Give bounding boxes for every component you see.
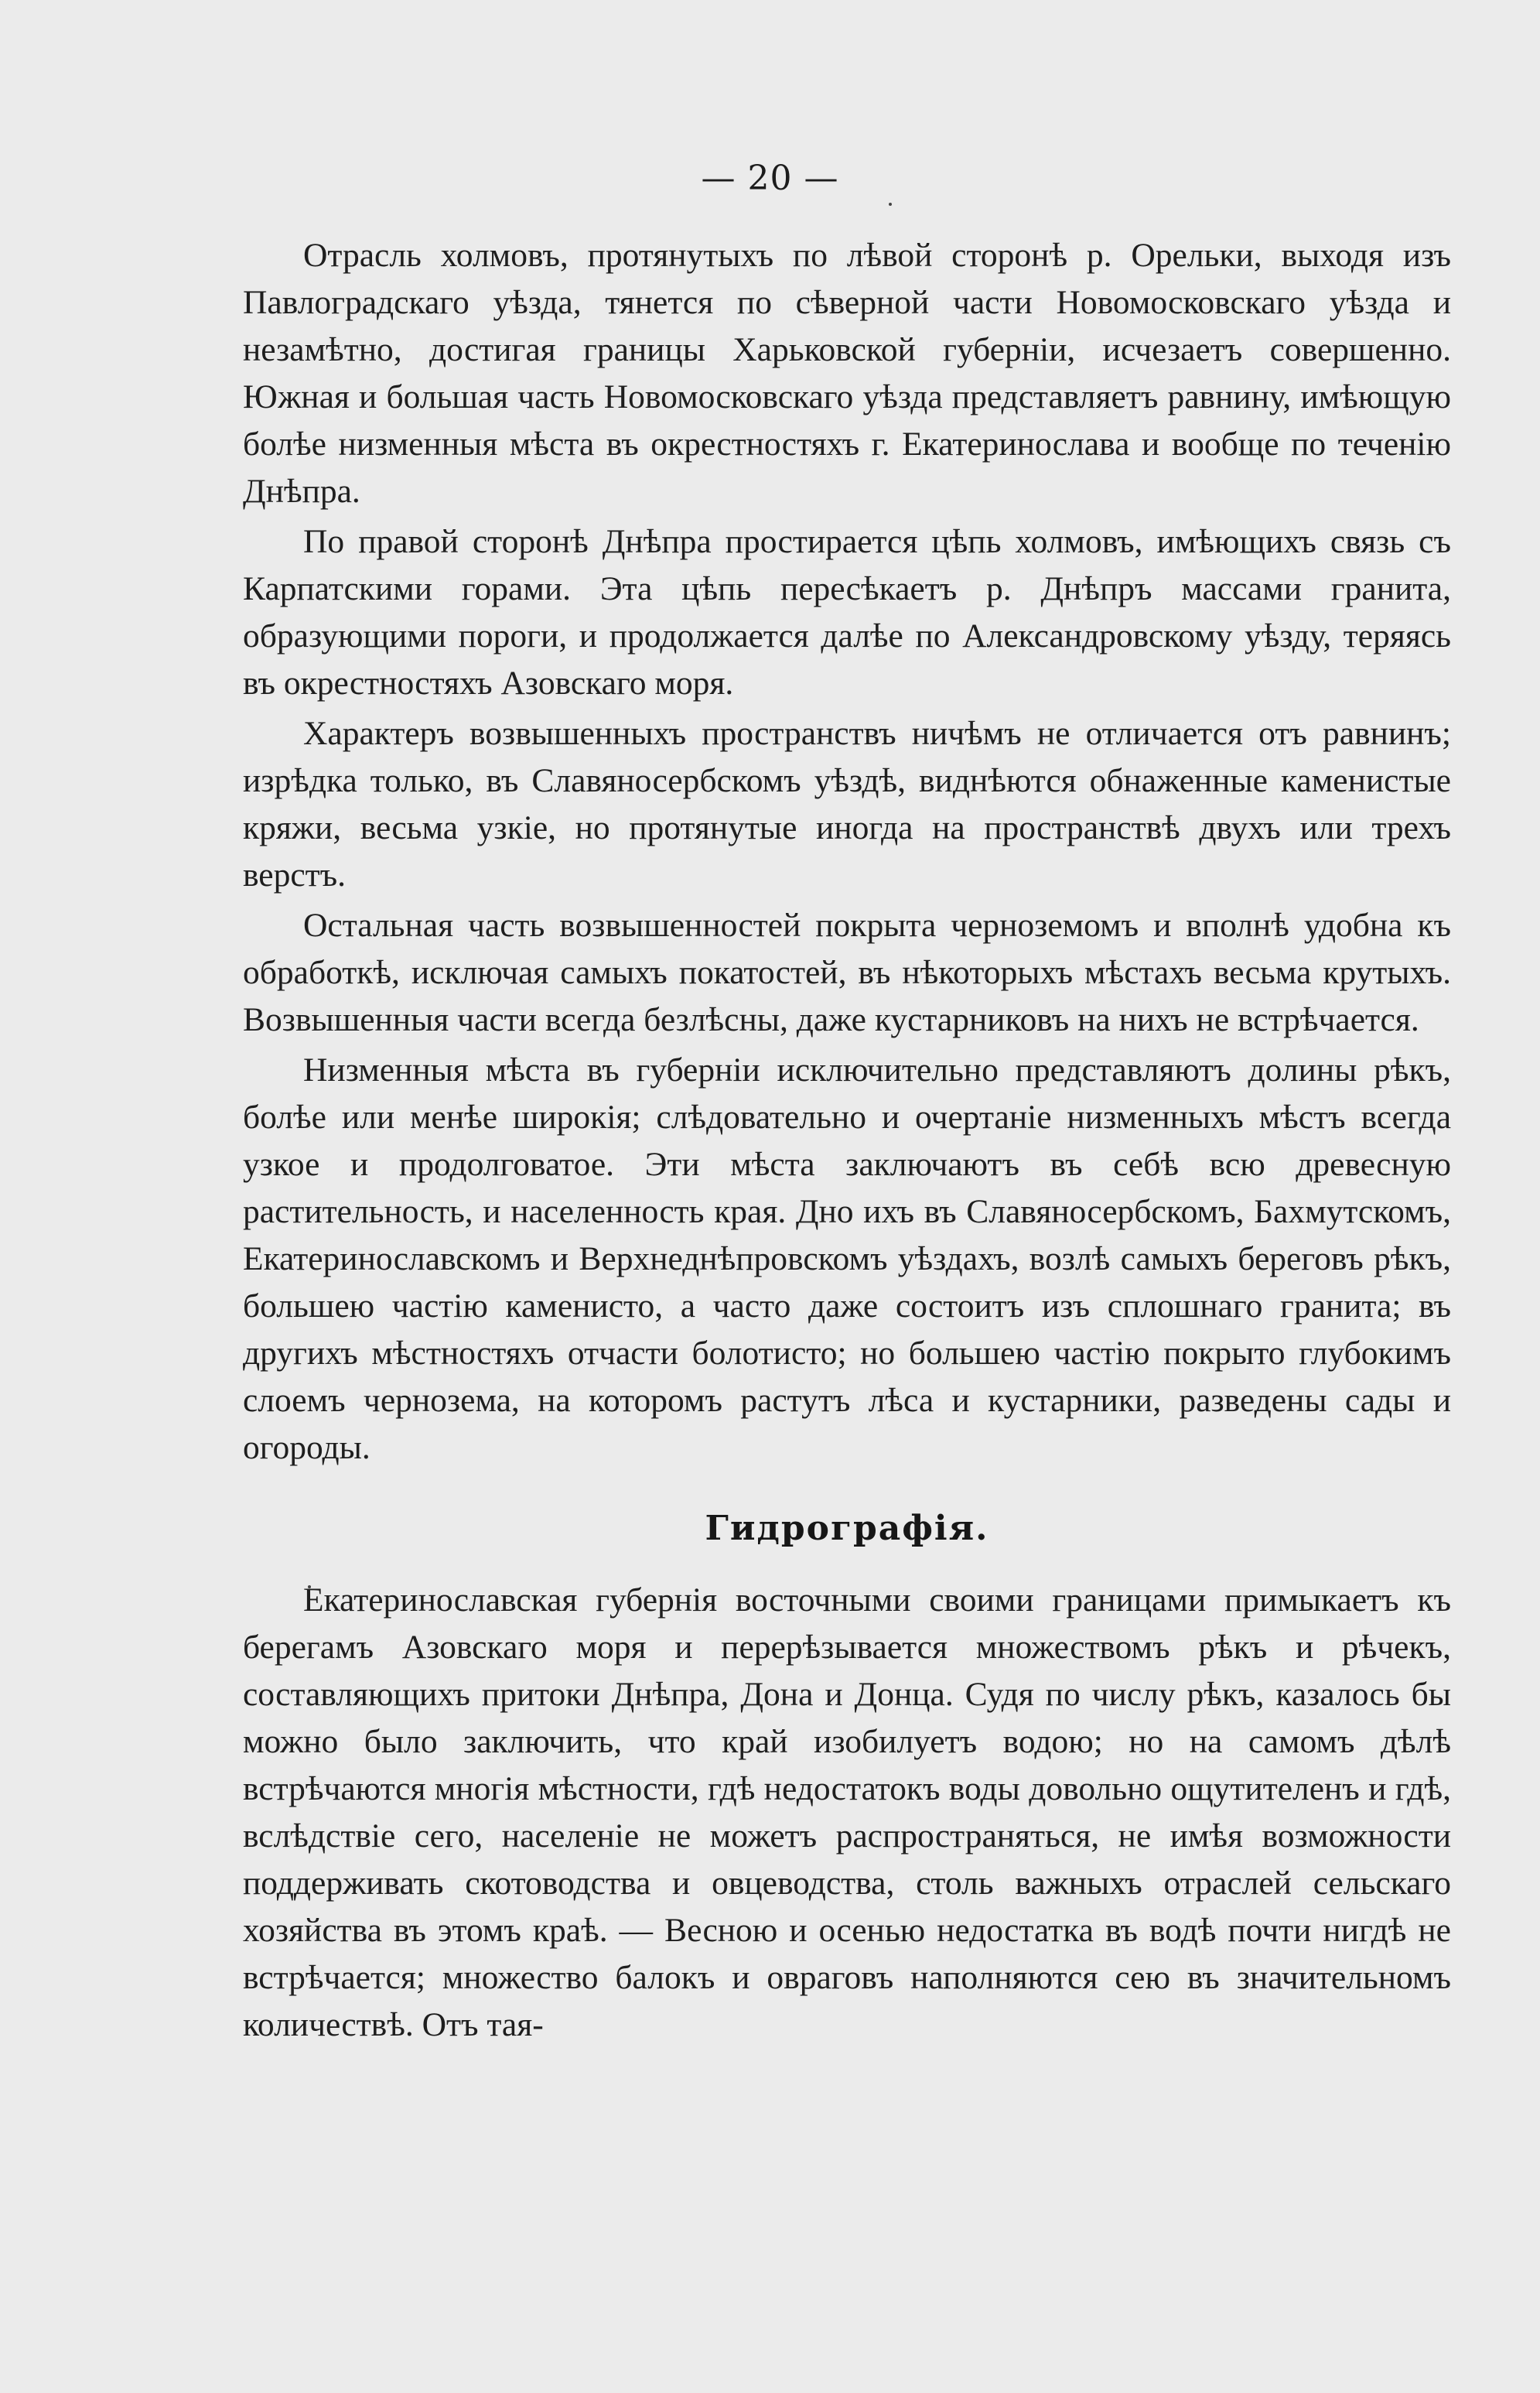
paragraph: По правой сторонѣ Днѣпра простирается цѣпь холмовъ, имѣющихъ связь съ Карпатскими горами. Эта цѣпь пересѣкаетъ р. Днѣпръ массами гранита, образующими пороги, и продолжается далѣе по Александровскому уѣзду, теряясь въ окрестностяхъ Азовскаго моря. bbox=[243, 523, 1451, 702]
paragraph: Низменныя мѣста въ губерніи исключительно представляютъ долины рѣкъ, болѣе или менѣе широкія; слѣдовательно и очертаніе низменныхъ мѣстъ всегда узкое и продолговатое. Эти мѣста заключаютъ въ себѣ всю древесную растительность, и населенность края. Дно ихъ въ Славяносербскомъ, Бахмутскомъ, Екатеринославскомъ и Верхнеднѣпровскомъ уѣздахъ, возлѣ самыхъ береговъ рѣкъ, большею частію каменисто, а часто даже состоитъ изъ сплошнаго гранита; въ другихъ мѣстностяхъ отчасти болотисто; но большею частію покрыто глубокимъ слоемъ чернозема, на которомъ растутъ лѣса и кустарники, разведены сады и огороды. bbox=[243, 1051, 1451, 1466]
ink-speck bbox=[889, 203, 892, 206]
paragraph: Екатеринославская губернія восточными своими границами примыкаетъ къ берегамъ Азовскаго моря и перерѣзывается множествомъ рѣкъ и рѣчекъ, составляющихъ притоки Днѣпра, Дона и Донца. Судя по числу рѣкъ, казалось бы можно было заключить, что край изобилуетъ водою; но на самомъ дѣлѣ встрѣчаются многія мѣстности, гдѣ недостатокъ воды довольно ощутителенъ и гдѣ, вслѣдствіе сего, населеніе не можетъ распространяться, не имѣя возможности поддерживать скотоводства и овцеводства, столь важныхъ отраслей сельскаго хозяйства въ этомъ краѣ. — Весною и осенью недостатка въ водѣ почти нигдѣ не встрѣчается; множество балокъ и овраговъ наполняются сею въ значительномъ количествѣ. Отъ тая- bbox=[243, 1581, 1451, 2043]
page-number: — 20 — bbox=[701, 159, 839, 198]
section-heading: Гидрографія. bbox=[705, 1509, 989, 1548]
paragraph: Остальная часть возвышенностей покрыта черноземомъ и вполнѣ удобна къ обработкѣ, исключая самыхъ покатостей, въ нѣкоторыхъ мѣстахъ весьма крутыхъ. Возвышенныя части всегда безлѣсны, даже кустарниковъ на нихъ не встрѣчается. bbox=[243, 907, 1451, 1038]
paragraph: Отрасль холмовъ, протянутыхъ по лѣвой сторонѣ р. Орельки, выходя изъ Павлоградскаго уѣзда, тянется по сѣверной части Новомосковскаго уѣзда и незамѣтно, достигая границы Харьковской губерніи, исчезаетъ совершенно. Южная и большая часть Новомосковскаго уѣзда представляетъ равнину, имѣющую болѣе низменныя мѣста въ окрестностяхъ г. Екатеринослава и вообще по теченію Днѣпра. bbox=[243, 237, 1451, 510]
text-body bbox=[243, 232, 1451, 2052]
paragraph: Характеръ возвышенныхъ пространствъ ничѣмъ не отличается отъ равнинъ; изрѣдка только, въ Славяносербскомъ уѣздѣ, виднѣются обнаженные каменистые кряжи, весьма узкіе, но протянутые иногда на пространствѣ двухъ или трехъ верстъ. bbox=[243, 715, 1451, 894]
